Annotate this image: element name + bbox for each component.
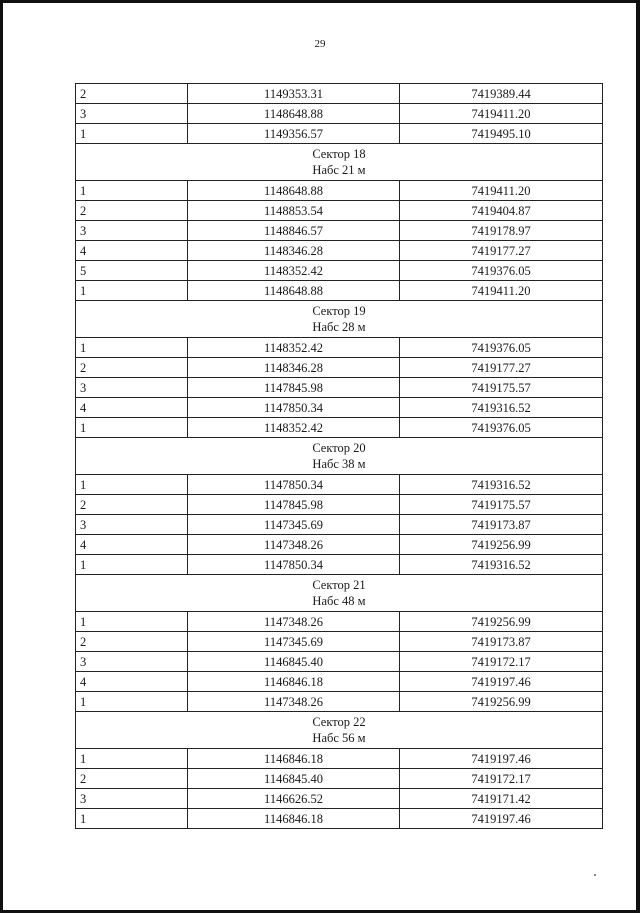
- point-number-cell: 2: [76, 201, 188, 221]
- table-row: [76, 789, 603, 809]
- y-coordinate-cell: 7419171.42: [400, 789, 603, 809]
- x-coordinate-cell: 1147348.26: [188, 692, 400, 712]
- x-coordinate-cell: 1148853.54: [188, 201, 400, 221]
- table-row: [76, 632, 603, 652]
- y-coordinate-cell: 7419256.99: [400, 535, 603, 555]
- y-coordinate-cell: 7419411.20: [400, 281, 603, 301]
- sector-header-row: [76, 301, 603, 338]
- y-coordinate-cell: 7419175.57: [400, 495, 603, 515]
- x-coordinate-cell: 1148352.42: [188, 418, 400, 438]
- x-coordinate-cell: 1147845.98: [188, 495, 400, 515]
- y-coordinate-cell: 7419177.27: [400, 241, 603, 261]
- sector-header-cell: [76, 301, 603, 338]
- scan-border-left: [0, 0, 3, 913]
- sector-header-cell: [76, 575, 603, 612]
- point-number-cell: 4: [76, 535, 188, 555]
- x-coordinate-cell: 1148648.88: [188, 181, 400, 201]
- table-row: [76, 672, 603, 692]
- sector-header-row: [76, 575, 603, 612]
- y-coordinate-cell: 7419376.05: [400, 418, 603, 438]
- y-coordinate-cell: 7419411.20: [400, 181, 603, 201]
- coordinates-table-body: [76, 84, 603, 829]
- point-number-cell: 3: [76, 515, 188, 535]
- sector-height: Набс 56 м: [312, 731, 366, 745]
- page-number: 29: [314, 38, 326, 50]
- table-row: [76, 358, 603, 378]
- x-coordinate-cell: 1147850.34: [188, 555, 400, 575]
- point-number-cell: 5: [76, 261, 188, 281]
- y-coordinate-cell: 7419177.27: [400, 358, 603, 378]
- point-number-cell: 2: [76, 495, 188, 515]
- x-coordinate-cell: 1149356.57: [188, 124, 400, 144]
- y-coordinate-cell: 7419197.46: [400, 749, 603, 769]
- y-coordinate-cell: 7419256.99: [400, 612, 603, 632]
- y-coordinate-cell: 7419175.57: [400, 378, 603, 398]
- point-number-cell: 1: [76, 809, 188, 829]
- point-number-cell: 2: [76, 358, 188, 378]
- x-coordinate-cell: 1148352.42: [188, 261, 400, 281]
- sector-title: Сектор 21: [312, 578, 366, 592]
- table-row: [76, 281, 603, 301]
- table-row: [76, 692, 603, 712]
- table-row: [76, 84, 603, 104]
- sector-header-row: [76, 712, 603, 749]
- y-coordinate-cell: 7419495.10: [400, 124, 603, 144]
- sector-height: Набс 28 м: [312, 320, 366, 334]
- point-number-cell: 1: [76, 281, 188, 301]
- x-coordinate-cell: 1147845.98: [188, 378, 400, 398]
- table-row: [76, 261, 603, 281]
- table-row: [76, 241, 603, 261]
- scan-speck: [594, 874, 596, 876]
- x-coordinate-cell: 1148648.88: [188, 104, 400, 124]
- sector-height: Набс 38 м: [312, 457, 366, 471]
- x-coordinate-cell: 1148846.57: [188, 221, 400, 241]
- point-number-cell: 3: [76, 789, 188, 809]
- x-coordinate-cell: 1147850.34: [188, 398, 400, 418]
- x-coordinate-cell: 1147348.26: [188, 612, 400, 632]
- x-coordinate-cell: 1146846.18: [188, 672, 400, 692]
- scan-border-top: [0, 0, 640, 3]
- y-coordinate-cell: 7419316.52: [400, 475, 603, 495]
- sector-header-cell: [76, 438, 603, 475]
- sector-title: Сектор 19: [312, 304, 366, 318]
- y-coordinate-cell: 7419376.05: [400, 261, 603, 281]
- table-row: [76, 769, 603, 789]
- table-row: [76, 378, 603, 398]
- x-coordinate-cell: 1149353.31: [188, 84, 400, 104]
- coordinates-table: [75, 83, 603, 829]
- point-number-cell: 3: [76, 652, 188, 672]
- point-number-cell: 2: [76, 84, 188, 104]
- y-coordinate-cell: 7419173.87: [400, 632, 603, 652]
- table-row: [76, 124, 603, 144]
- x-coordinate-cell: 1146845.40: [188, 769, 400, 789]
- table-row: [76, 612, 603, 632]
- y-coordinate-cell: 7419404.87: [400, 201, 603, 221]
- y-coordinate-cell: 7419173.87: [400, 515, 603, 535]
- table-row: [76, 749, 603, 769]
- point-number-cell: 3: [76, 221, 188, 241]
- point-number-cell: 2: [76, 632, 188, 652]
- table-row: [76, 338, 603, 358]
- y-coordinate-cell: 7419197.46: [400, 809, 603, 829]
- sector-height: Набс 21 м: [312, 163, 366, 177]
- x-coordinate-cell: 1148352.42: [188, 338, 400, 358]
- sector-header-cell: [76, 144, 603, 181]
- table-row: [76, 418, 603, 438]
- y-coordinate-cell: 7419316.52: [400, 555, 603, 575]
- point-number-cell: 4: [76, 672, 188, 692]
- x-coordinate-cell: 1147345.69: [188, 515, 400, 535]
- point-number-cell: 1: [76, 612, 188, 632]
- y-coordinate-cell: 7419256.99: [400, 692, 603, 712]
- point-number-cell: 3: [76, 378, 188, 398]
- sector-header-cell: [76, 712, 603, 749]
- x-coordinate-cell: 1148346.28: [188, 358, 400, 378]
- table-row: [76, 809, 603, 829]
- table-row: [76, 201, 603, 221]
- point-number-cell: 1: [76, 749, 188, 769]
- point-number-cell: 1: [76, 338, 188, 358]
- sector-title: Сектор 20: [312, 441, 366, 455]
- y-coordinate-cell: 7419172.17: [400, 652, 603, 672]
- y-coordinate-cell: 7419389.44: [400, 84, 603, 104]
- table-row: [76, 535, 603, 555]
- y-coordinate-cell: 7419197.46: [400, 672, 603, 692]
- y-coordinate-cell: 7419411.20: [400, 104, 603, 124]
- table-row: [76, 475, 603, 495]
- x-coordinate-cell: 1146626.52: [188, 789, 400, 809]
- x-coordinate-cell: 1147850.34: [188, 475, 400, 495]
- x-coordinate-cell: 1148648.88: [188, 281, 400, 301]
- x-coordinate-cell: 1147345.69: [188, 632, 400, 652]
- point-number-cell: 2: [76, 769, 188, 789]
- x-coordinate-cell: 1146846.18: [188, 809, 400, 829]
- x-coordinate-cell: 1146845.40: [188, 652, 400, 672]
- sector-header-row: [76, 438, 603, 475]
- point-number-cell: 1: [76, 181, 188, 201]
- table-row: [76, 495, 603, 515]
- table-row: [76, 181, 603, 201]
- point-number-cell: 1: [76, 555, 188, 575]
- point-number-cell: 3: [76, 104, 188, 124]
- point-number-cell: 1: [76, 692, 188, 712]
- x-coordinate-cell: 1146846.18: [188, 749, 400, 769]
- point-number-cell: 1: [76, 124, 188, 144]
- scan-border-right: [636, 0, 640, 913]
- table-row: [76, 555, 603, 575]
- sector-height: Набс 48 м: [312, 594, 366, 608]
- y-coordinate-cell: 7419316.52: [400, 398, 603, 418]
- y-coordinate-cell: 7419172.17: [400, 769, 603, 789]
- point-number-cell: 1: [76, 418, 188, 438]
- y-coordinate-cell: 7419178.97: [400, 221, 603, 241]
- table-row: [76, 515, 603, 535]
- table-row: [76, 104, 603, 124]
- x-coordinate-cell: 1148346.28: [188, 241, 400, 261]
- y-coordinate-cell: 7419376.05: [400, 338, 603, 358]
- point-number-cell: 1: [76, 475, 188, 495]
- point-number-cell: 4: [76, 398, 188, 418]
- x-coordinate-cell: 1147348.26: [188, 535, 400, 555]
- sector-title: Сектор 18: [312, 147, 366, 161]
- sector-title: Сектор 22: [312, 715, 366, 729]
- table-row: [76, 221, 603, 241]
- sector-header-row: [76, 144, 603, 181]
- point-number-cell: 4: [76, 241, 188, 261]
- table-row: [76, 652, 603, 672]
- table-row: [76, 398, 603, 418]
